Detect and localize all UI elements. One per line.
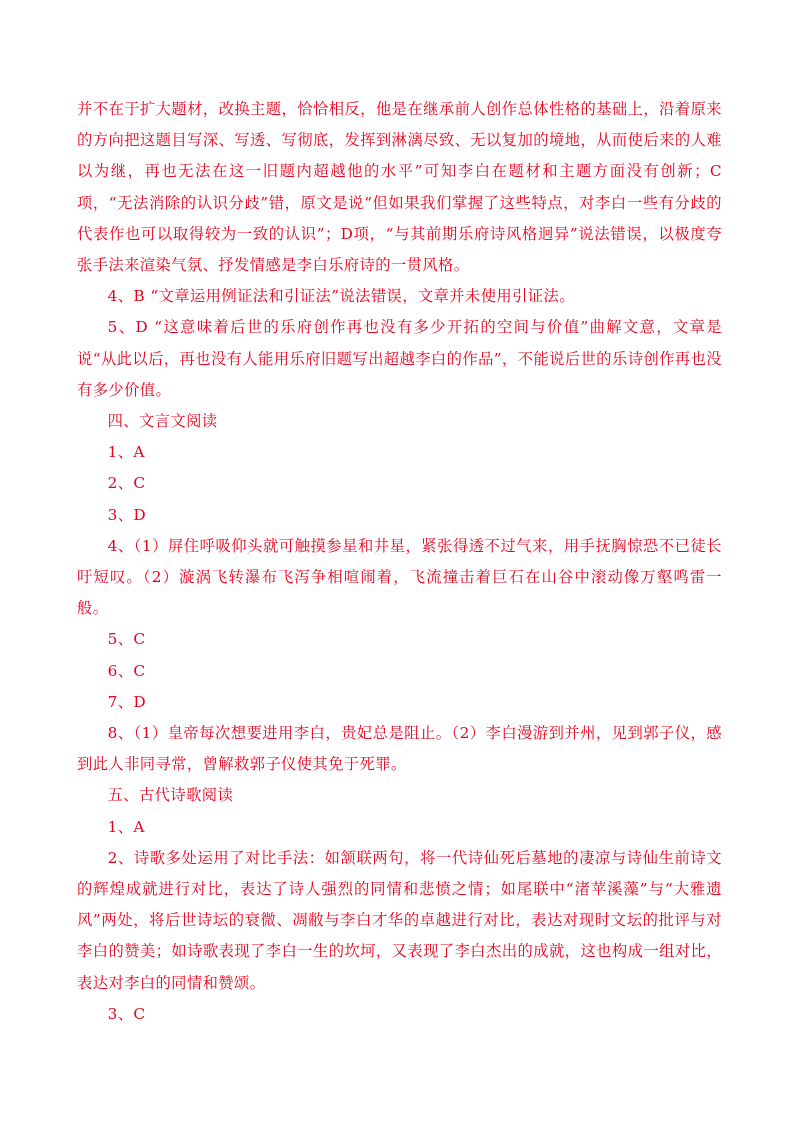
answer-item: 4、B “文章运用例证法和引证法”说法错误，文章并未使用引证法。 [107, 287, 575, 306]
answer-item: 2、C [107, 474, 146, 493]
answer-item: 3、C [107, 1004, 146, 1023]
answer-item: 6、C [107, 661, 146, 680]
answer-item: 1、A [107, 817, 145, 836]
answer-item: 3、D [107, 505, 147, 524]
answer-item: 1、A [107, 443, 145, 462]
section-heading: 五、古代诗歌阅读 [107, 786, 234, 805]
answer-item: 2、诗歌多处运用了对比手法：如颔联两句，将一代诗仙死后墓地的凄凉与诗仙生前诗文的辉煌成就进行对比，表达了诗人强烈的同情和悲愤之情；如尾联中“渚苹溪藻”与“大雅遗风”两处，将后世诗坛的衰微、凋敝与李白才华的卓越进行对比，表达对现时文坛的批评与对李白的赞美；如诗歌表现了李白一生的坎坷，又表现了李白杰出的成就，这也构成一组对比，表达对李白的同情和赞颂。 [77, 848, 722, 992]
answer-item: 5、C [107, 630, 146, 649]
paragraph-continued-analysis: 并不在于扩大题材，改换主题，恰恰相反，他是在继承前人创作总体性格的基础上，沿着原来的方向把这题目写深、写透、写彻底，发挥到淋漓尽致、无以复加的境地，从而使后来的人难以为继，再也无法在这一旧题内超越他的水平”可知李白在题材和主题方面没有创新；C项，“无法消除的认识分歧”错，原文是说“但如果我们掌握了这些特点，对李白一些有分歧的代表作也可以取得较为一致的认识”；D项，“与其前期乐府诗风格迥异”说法错误，以极度夸张手法来渲染气氛、抒发情感是李白乐府诗的一贯风格。 [77, 100, 722, 275]
answer-document [77, 94, 722, 1030]
answer-item: 4、（1）屏住呼吸仰头就可触摸参星和井星，紧张得透不过气来，用手抚胸惊恐不已徒长吁短叹。（2）漩涡飞转瀑布飞泻争相喧闹着，飞流撞击着巨石在山谷中滚动像万壑鸣雷一般。 [77, 536, 722, 618]
answer-item: 5、D “这意味着后世的乐府创作再也没有多少开拓的空间与价值”曲解文意，文章是说“从此以后，再也没有人能用乐府旧题写出超越李白的作品”，不能说后世的乐诗创作再也没有多少价值。 [77, 318, 722, 399]
answer-item: 7、D [107, 692, 147, 711]
section-heading: 四、文言文阅读 [107, 412, 218, 431]
answer-item: 8、（1）皇帝每次想要进用李白，贵妃总是阻止。（2）李白漫游到并州，见到郭子仪，感到此人非同寻常，曾解救郭子仪使其免于死罪。 [77, 724, 722, 774]
